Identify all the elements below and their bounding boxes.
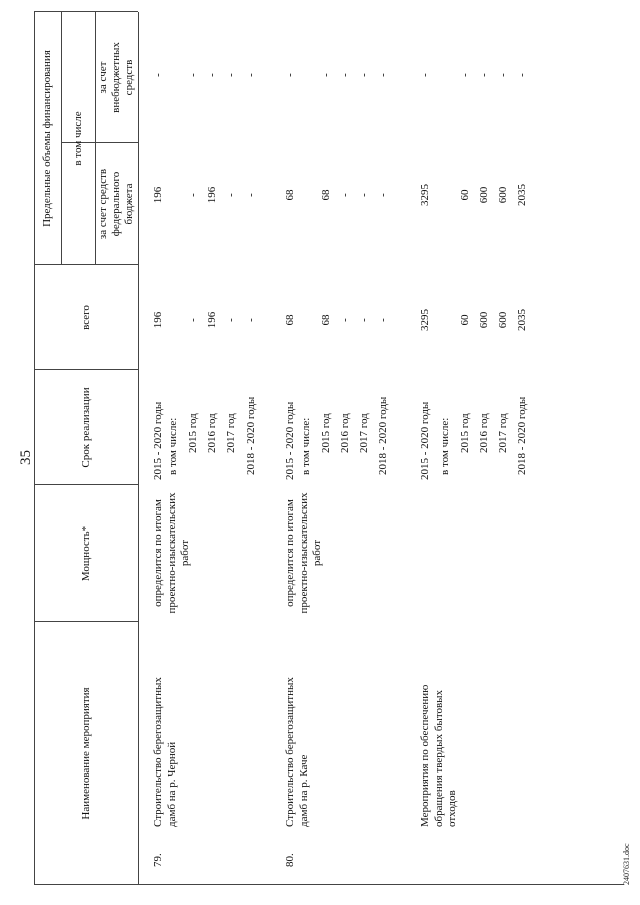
extra-value: - <box>419 73 431 77</box>
federal-value: 600 <box>497 186 509 204</box>
extra-value: - <box>478 73 490 77</box>
total-value: - <box>377 318 389 322</box>
federal-value: 2035 <box>516 184 528 206</box>
total-value: 600 <box>497 311 509 329</box>
header-capacity: Мощность* <box>79 525 92 582</box>
row-79-number: 79. <box>152 853 164 867</box>
federal-value: - <box>377 193 389 197</box>
federal-value: - <box>225 193 237 197</box>
row-79-capacity: определится по итогам проектно-изыскательских работ <box>152 492 191 614</box>
period-line: 2018 - 2020 годы <box>516 396 528 475</box>
period-line: 2016 год <box>339 413 351 453</box>
header-federal: за счет средств федерального бюджета <box>97 168 135 240</box>
total-value: 2035 <box>516 309 528 331</box>
period-line: 2017 год <box>225 413 237 453</box>
period-line: 2018 - 2020 годы <box>377 396 389 475</box>
period-line: 2016 год <box>478 413 490 453</box>
extra-value: - <box>320 73 332 77</box>
total-value: 3295 <box>419 309 431 331</box>
federal-value: 68 <box>284 189 296 201</box>
extra-value: - <box>497 73 509 77</box>
period-line: в том числе: <box>300 417 312 475</box>
period-line: 2015 год <box>187 413 199 453</box>
header-including: в том числе <box>71 111 84 166</box>
header-extrabudget: за счет внебюджетных средств <box>97 42 135 113</box>
federal-value: 196 <box>152 186 164 204</box>
period-line: 2017 год <box>497 413 509 453</box>
header-bottom-rule <box>138 12 139 885</box>
federal-value: - <box>245 193 257 197</box>
federal-value: 196 <box>206 186 218 204</box>
extra-value: - <box>245 73 257 77</box>
total-value: - <box>187 318 199 322</box>
extra-value: - <box>206 73 218 77</box>
page-number: 35 <box>18 450 34 465</box>
extra-value: - <box>377 73 389 77</box>
row-80-number: 80. <box>284 853 296 867</box>
federal-value: 600 <box>478 186 490 204</box>
total-value: - <box>358 318 370 322</box>
header-name: Наименование мероприятия <box>79 687 92 820</box>
total-value: 68 <box>320 314 332 326</box>
row-79-name: Строительство берегозащитных дамб на р. Черной <box>152 677 178 827</box>
period-line: в том числе: <box>167 417 179 475</box>
extra-value: - <box>339 73 351 77</box>
extra-value: - <box>225 73 237 77</box>
header-period: Срок реализации <box>79 387 92 468</box>
federal-value: - <box>358 193 370 197</box>
total-value: - <box>225 318 237 322</box>
header-total: всего <box>79 305 92 330</box>
period-line: 2015 - 2020 годы <box>419 401 431 480</box>
federal-value: 68 <box>320 189 332 201</box>
extra-value: - <box>284 73 296 77</box>
period-line: 2015 год <box>459 413 471 453</box>
section-name: Мероприятия по обеспечению обращения твердых бытовых отходов <box>419 684 458 827</box>
extra-value: - <box>516 73 528 77</box>
extra-value: - <box>459 73 471 77</box>
period-line: 2015 - 2020 годы <box>152 401 164 480</box>
federal-value: - <box>187 193 199 197</box>
row-80-capacity: определится по итогам проектно-изыскательских работ <box>284 492 323 614</box>
extra-value: - <box>187 73 199 77</box>
period-line: 2015 - 2020 годы <box>284 401 296 480</box>
period-line: в том числе: <box>439 417 451 475</box>
footer-doc-code: 2407631.doc <box>622 843 631 885</box>
row-80-name: Строительство берегозащитных дамб на р. Каче <box>284 677 310 827</box>
extra-value: - <box>152 73 164 77</box>
period-line: 2017 год <box>358 413 370 453</box>
period-line: 2015 год <box>320 413 332 453</box>
federal-value: 60 <box>459 189 471 201</box>
federal-value: 3295 <box>419 184 431 206</box>
period-line: 2016 год <box>206 413 218 453</box>
total-value: 68 <box>284 314 296 326</box>
total-value: 60 <box>459 314 471 326</box>
header-funding-title: Предельные объемы финансирования <box>41 50 53 227</box>
total-value: - <box>339 318 351 322</box>
total-value: 196 <box>206 311 218 329</box>
extra-value: - <box>358 73 370 77</box>
total-value: 196 <box>152 311 164 329</box>
period-line: 2018 - 2020 годы <box>245 396 257 475</box>
total-value: - <box>245 318 257 322</box>
federal-value: - <box>339 193 351 197</box>
total-value: 600 <box>478 311 490 329</box>
